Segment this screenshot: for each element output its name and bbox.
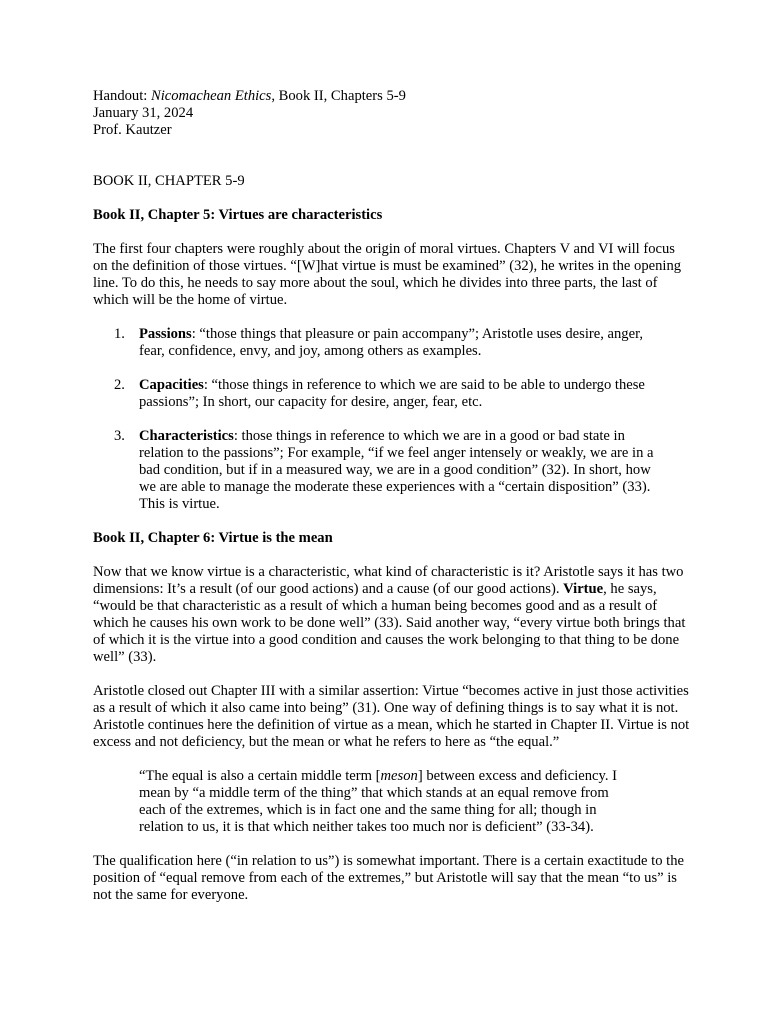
quote-term: meson <box>380 768 418 784</box>
list-term: Capacities <box>139 377 204 393</box>
handout-title-line <box>93 88 693 105</box>
handout-date: January 31, 2024 <box>93 105 194 121</box>
professor-name: Prof. Kautzer <box>93 122 172 138</box>
virtue-parts-list <box>93 326 693 513</box>
chapter6-paragraph-3: The qualification here (“in relation to us”) is somewhat important. There is a certain exactitude to the position of “equal remove from each of the extremes,” but Aristotle will say that the mean “to us” is not the same for everyone. <box>93 853 684 903</box>
chapter6-paragraph-1 <box>93 564 693 666</box>
section-title: BOOK II, CHAPTER 5-9 <box>93 173 245 189</box>
quote-text: “The equal is also a certain middle term [ <box>139 768 381 784</box>
quote-text: ] between excess and deficiency. I mean by “a middle term of the thing” that which stands at an equal remove from each of the extremes, which is in fact one and the same thing for all; though in relation to us, it is that which neither takes too much nor is deficient” (33-34). <box>139 768 618 835</box>
chapter6-paragraph-2: Aristotle closed out Chapter III with a similar assertion: Virtue “becomes active in just those activities as a result of which it also came into being” (31). One way of defining things is to say what it is not. Aristotle continues here the definition of virtue as a mean, which he started in Chapter II. Virtue is not excess and not deficiency, but the mean or what he refers to here as “the equal.” <box>93 683 690 750</box>
list-term: Passions <box>139 326 192 342</box>
handout-prefix: Handout: <box>93 88 151 104</box>
list-number: 3. <box>114 428 125 444</box>
chapter5-heading: Book II, Chapter 5: Virtues are characteristics <box>93 207 383 223</box>
document-page <box>93 88 693 904</box>
paragraph-text: , he says, “would be that characteristic as a result of which a human being becomes good and as a result of which he causes his own work to be done well” (33). Said another way, “every virtue both brings that of which it is the virtue into a good condition and causes the work belonging to that thing to be done well” (33). <box>93 581 686 665</box>
list-item-capacities <box>93 377 666 411</box>
list-number: 2. <box>114 377 125 393</box>
list-term: Characteristics <box>139 428 234 444</box>
block-quote <box>139 768 635 836</box>
handout-suffix: , Book II, Chapters 5-9 <box>271 88 406 104</box>
list-number: 1. <box>114 326 125 342</box>
list-text: : “those things that pleasure or pain accompany”; Aristotle uses desire, anger, fear, confidence, envy, and joy, among others as examples. <box>139 326 643 359</box>
virtue-term: Virtue <box>563 581 604 597</box>
work-title: Nicomachean Ethics <box>150 88 272 104</box>
paragraph-text: Now that we know virtue is a characteristic, what kind of characteristic is it? Aristotle says it has two dimensions: It’s a result (of our good actions) and a cause (of our good actions). <box>93 564 684 597</box>
chapter6-heading: Book II, Chapter 6: Virtue is the mean <box>93 530 333 546</box>
list-item-passions <box>93 326 666 360</box>
chapter5-intro: The first four chapters were roughly about the origin of moral virtues. Chapters V and VI will focus on the definition of those virtues. “[W]hat virtue is must be examined” (32), he writes in the opening line. To do this, he needs to say more about the soul, which he divides into three parts, the last of which will be the home of virtue. <box>93 241 682 308</box>
list-text: : those things in reference to which we are in a good or bad state in relation to the passions”; For example, “if we feel anger intensely or weakly, we are in a bad condition, but if in a measured way, we are in a good condition” (32). In short, how we are able to manage the moderate these experiences with a “certain disposition” (33). This is virtue. <box>139 428 654 512</box>
list-item-characteristics <box>93 428 666 513</box>
list-text: : “those things in reference to which we are said to be able to undergo these passions”; In short, our capacity for desire, anger, fear, etc. <box>139 377 645 410</box>
